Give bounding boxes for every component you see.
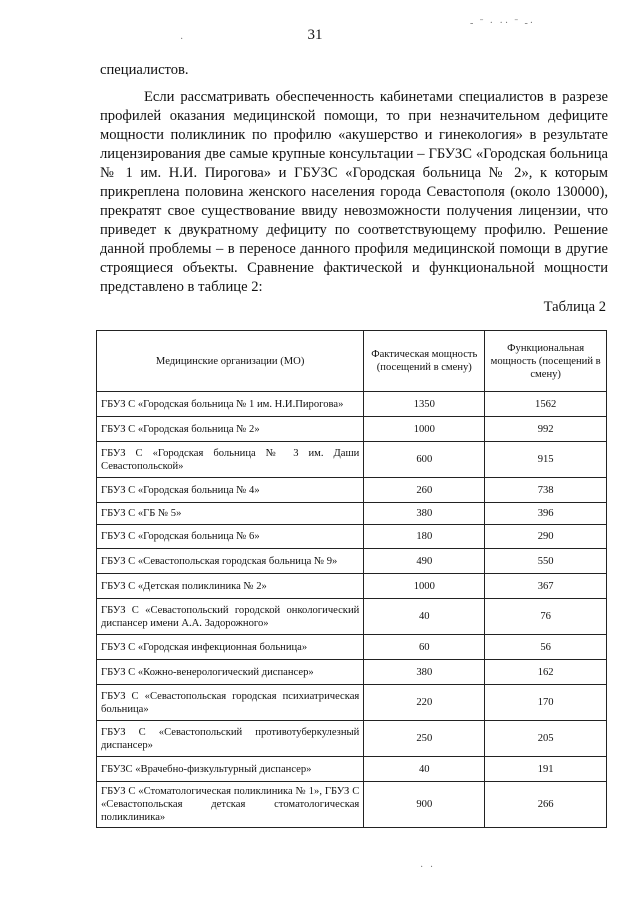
lead-text: специалистов.	[100, 62, 189, 78]
row-functional: 191	[485, 757, 607, 782]
row-actual: 380	[364, 660, 485, 685]
row-org-name: ГБУЗС «Врачебно-физкультурный диспансер»	[97, 757, 364, 782]
table-row	[97, 549, 607, 574]
table-row	[97, 721, 607, 757]
row-actual: 60	[364, 635, 485, 660]
header-actual: Фактическая мощность (посещений в смену)	[364, 331, 485, 392]
table-row	[97, 685, 607, 721]
table-row	[97, 574, 607, 599]
row-functional: 290	[485, 525, 607, 549]
row-org-name: ГБУЗ С «Городская больница № 4»	[97, 478, 364, 503]
row-org-name: ГБУЗ С «Севастопольская городская психиатрическая больница»	[97, 685, 364, 721]
row-functional: 915	[485, 442, 607, 478]
row-actual: 40	[364, 599, 485, 635]
row-actual: 380	[364, 503, 485, 525]
scan-noise: ·	[180, 34, 186, 45]
row-functional: 367	[485, 574, 607, 599]
row-functional: 738	[485, 478, 607, 503]
row-actual: 250	[364, 721, 485, 757]
header-mo: Медицинские организации (МО)	[97, 331, 364, 392]
row-org-name: ГБУЗ С «Городская больница № 1 им. Н.И.Пирогова»	[97, 392, 364, 417]
row-functional: 550	[485, 549, 607, 574]
row-actual: 220	[364, 685, 485, 721]
row-functional: 56	[485, 635, 607, 660]
row-org-name: ГБУЗ С «Городская больница № 2»	[97, 417, 364, 442]
row-functional: 1562	[485, 392, 607, 417]
header-functional: Функциональная мощность (посещений в смену)	[485, 331, 607, 392]
row-functional: 205	[485, 721, 607, 757]
row-org-name: ГБУЗ С «Городская больница № 6»	[97, 525, 364, 549]
row-org-name: ГБУЗ С «ГБ № 5»	[97, 503, 364, 525]
row-functional: 162	[485, 660, 607, 685]
row-functional: 266	[485, 782, 607, 828]
row-actual: 1350	[364, 392, 485, 417]
table-row	[97, 503, 607, 525]
row-functional: 170	[485, 685, 607, 721]
table-row	[97, 660, 607, 685]
row-org-name: ГБУЗ С «Севастопольская городская больница № 9»	[97, 549, 364, 574]
scan-noise: · ·	[420, 862, 436, 873]
body-paragraph: Если рассматривать обеспеченность кабинетами специалистов в разрезе профилей оказания медицинской помощи, то при незначительном дефиците мощности поликлиник по профилю «акушерство и гинекология» в результате лицензирования две самые крупные консультации – ГБУЗС «Городская больница № 1 им. Н.И. Пирогова» и ГБУЗС «Городская больница № 2», к которым прикреплена половина женского населения города Севастополя (около 130000), прекратят свое существование ввиду невозможности получения лицензии, что приведет к двукратному дефициту по соответствующему профилю. Решение данной проблемы – в переносе данного профиля медицинской помощи в другие строящиеся объекты. Сравнение фактической и функциональной мощности представлено в таблице 2:	[100, 89, 608, 295]
table-row	[97, 757, 607, 782]
table-row	[97, 635, 607, 660]
row-actual: 490	[364, 549, 485, 574]
table-caption: Таблица 2	[543, 299, 606, 315]
row-org-name: ГБУЗ С «Детская поликлиника № 2»	[97, 574, 364, 599]
row-actual: 180	[364, 525, 485, 549]
table-row	[97, 478, 607, 503]
row-functional: 76	[485, 599, 607, 635]
row-actual: 40	[364, 757, 485, 782]
table-row	[97, 417, 607, 442]
page-number: 31	[307, 27, 323, 43]
row-org-name: ГБУЗ С «Городская больница № 3 им. Даши Севастопольской»	[97, 442, 364, 478]
table-row	[97, 599, 607, 635]
row-actual: 260	[364, 478, 485, 503]
table-row	[97, 782, 607, 828]
row-org-name: ГБУЗ С «Кожно-венерологический диспансер»	[97, 660, 364, 685]
table-row	[97, 525, 607, 549]
capacity-table	[96, 330, 607, 828]
table-header-row	[97, 331, 607, 392]
scan-noise: - ˉ · ·· ˉ -·	[470, 18, 536, 29]
row-functional: 396	[485, 503, 607, 525]
row-org-name: ГБУЗ С «Стоматологическая поликлиника № 1», ГБУЗ С «Севастопольская детская стоматологическая поликлиника»	[97, 782, 364, 828]
row-org-name: ГБУЗ С «Городская инфекционная больница»	[97, 635, 364, 660]
row-org-name: ГБУЗ С «Севастопольский противотуберкулезный диспансер»	[97, 721, 364, 757]
row-actual: 600	[364, 442, 485, 478]
table-row	[97, 442, 607, 478]
table-row	[97, 392, 607, 417]
row-actual: 1000	[364, 417, 485, 442]
row-org-name: ГБУЗ С «Севастопольский городской онкологический диспансер имени А.А. Задорожного»	[97, 599, 364, 635]
row-functional: 992	[485, 417, 607, 442]
row-actual: 1000	[364, 574, 485, 599]
row-actual: 900	[364, 782, 485, 828]
